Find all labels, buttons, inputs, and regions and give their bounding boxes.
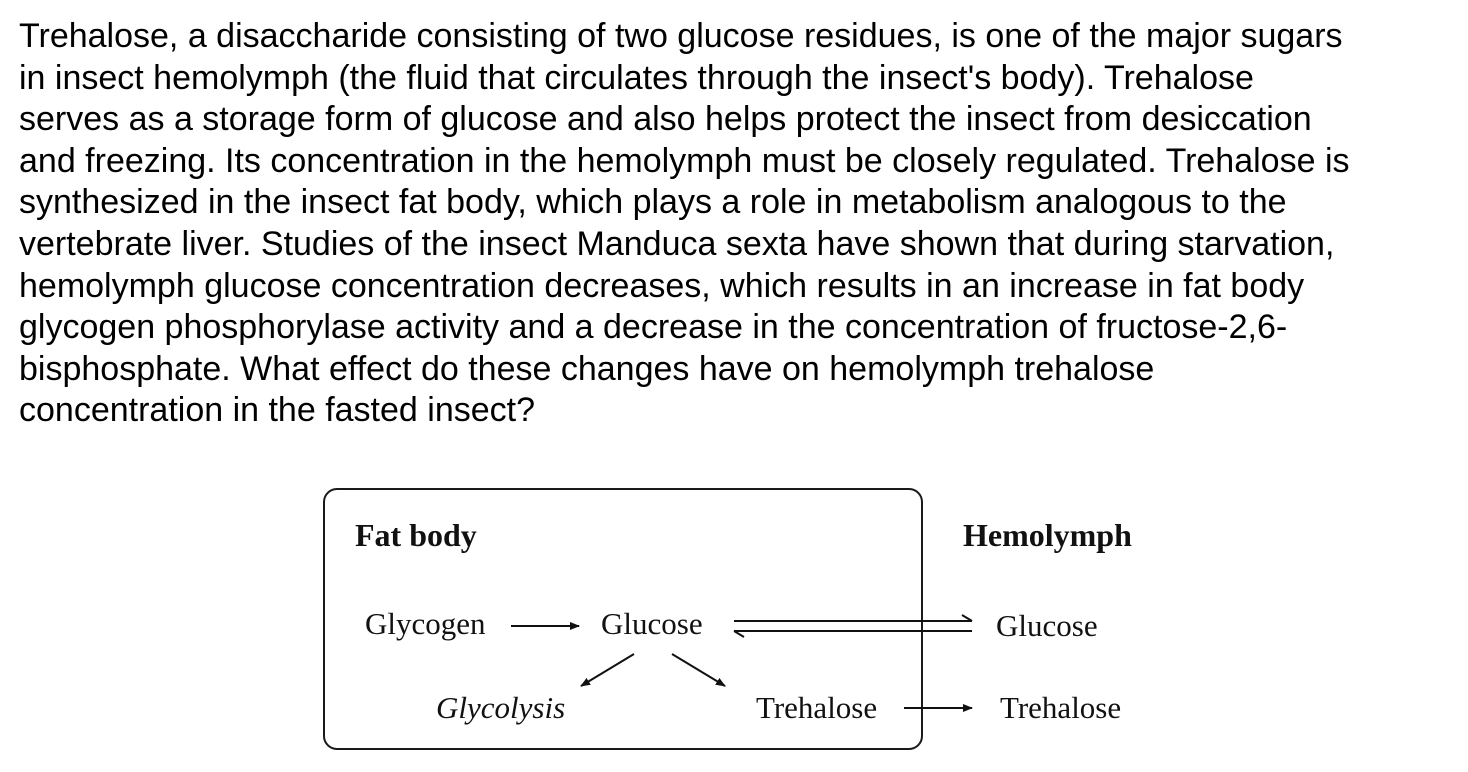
glucose-to-glycolysis-arrow [581,654,634,686]
question-line: synthesized in the insect fat body, which plays a role in metabolism analogous to the [19,183,1287,222]
fat-body-trehalose-label: Trehalose [756,690,878,725]
question-line: concentration in the fasted insect? [19,391,535,430]
question-text [19,16,1459,432]
question-line: Trehalose, a disaccharide consisting of two glucose residues, is one of the major sugars [19,17,1343,55]
fat-body-heading: Fat body [355,517,477,553]
glucose-to-trehalose-arrow [672,654,725,686]
question-line: glycogen phosphorylase activity and a decrease in the concentration of fructose-2,6- [19,308,1288,347]
glucose-equilibrium-arrow [734,615,972,637]
fat-body-glucose-label: Glucose [601,606,703,641]
question-line: hemolymph glucose concentration decreases, which results in an increase in fat body [19,266,1305,305]
glycolysis-label: Glycolysis [436,690,566,725]
hemolymph-trehalose-label: Trehalose [1000,690,1122,725]
question-line: vertebrate liver. Studies of the insect Manduca sexta have shown that during starvation, [19,224,1335,263]
hemolymph-glucose-label: Glucose [996,608,1098,643]
glycogen-label: Glycogen [365,606,486,641]
question-line: and freezing. Its concentration in the hemolymph must be closely regulated. Trehalose is [19,141,1350,180]
question-line: serves as a storage form of glucose and also helps protect the insect from desiccation [19,100,1312,139]
hemolymph-heading: Hemolymph [963,517,1132,553]
question-line: bisphosphate. What effect do these changes have on hemolymph trehalose [19,349,1155,388]
fat-body-box [323,488,923,750]
question-line: in insect hemolymph (the fluid that circulates through the insect's body). Trehalose [19,58,1254,97]
